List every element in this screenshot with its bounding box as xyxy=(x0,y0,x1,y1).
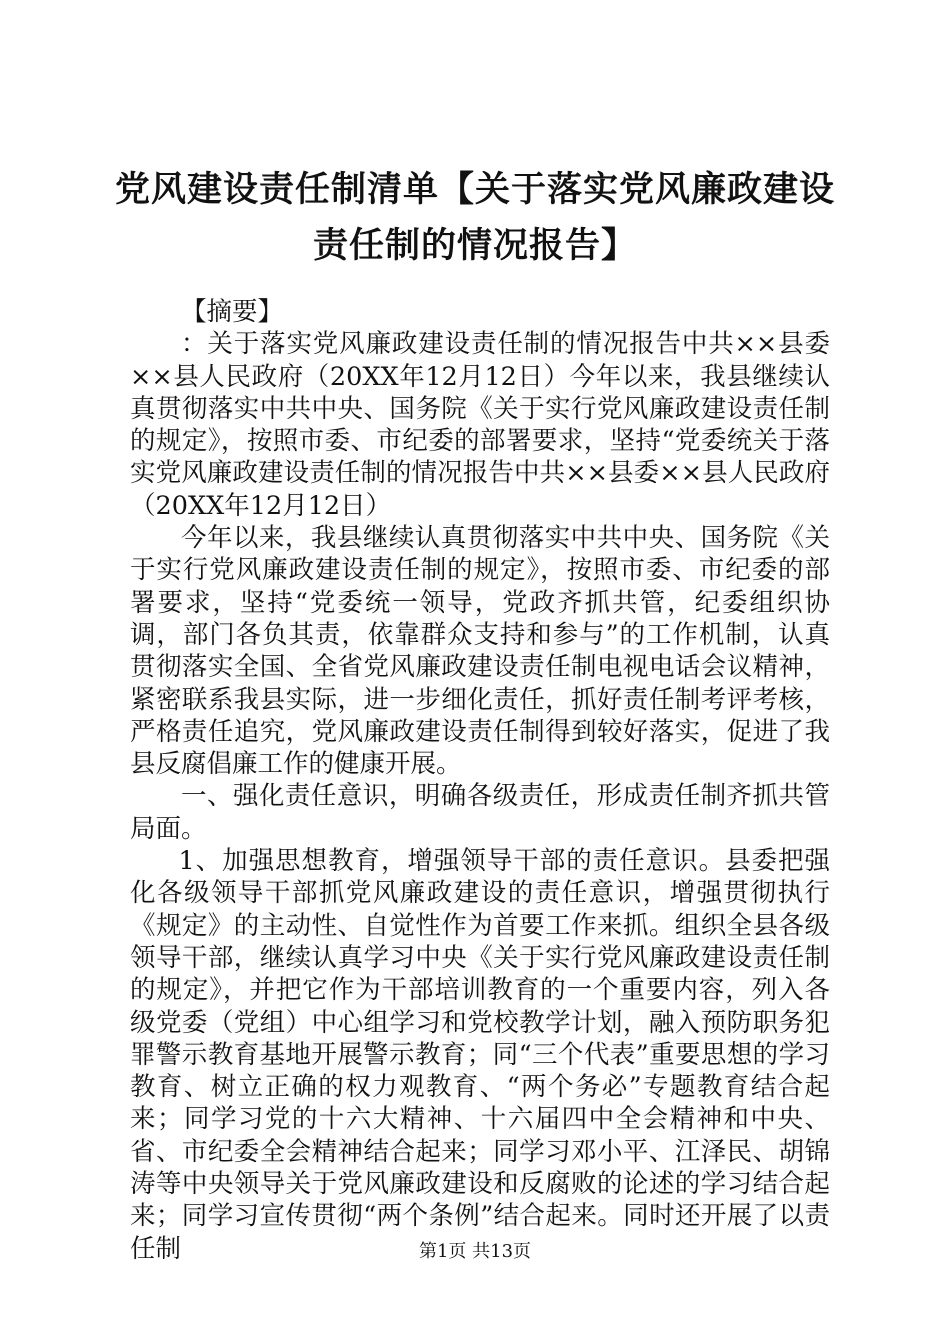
paragraph-intro: 今年以来，我县继续认真贯彻落实中共中央、国务院《关于实行党风廉政建设责任制的规定》，按照市委、市纪委的部署要求，坚持“党委统一领导，党政齐抓共管，纪委组织协调，部门各负其责，依靠群众支持和参与”的工作机制，认真贯彻落实全国、全省党风廉政建设责任制电视电话会议精神，紧密联系我县实际，进一步细化责任，抓好责任制考评考核，严格责任追究，党风廉政建设责任制得到较好落实，促进了我县反腐倡廉工作的健康开展。 xyxy=(130,523,830,780)
document-body xyxy=(130,296,830,1265)
page-number-footer: 第1页 共13页 xyxy=(418,1241,532,1262)
abstract-heading: 【摘要】 xyxy=(181,297,284,327)
paragraph-1-1: 1、加强思想教育，增强领导干部的责任意识。县委把强化各级领导干部抓党风廉政建设的责任意识，增强贯彻执行《规定》的主动性、自觉性作为首要工作来抓。组织全县各级领导干部，继续认真学习中央《关于实行党风廉政建设责任制的规定》，并把它作为干部培训教育的一个重要内容，列入各级党委（党组）中心组学习和党校教学计划，融入预防职务犯罪警示教育基地开展警示教育；同“三个代表”重要思想的学习教育、树立正确的权力观教育、“两个务必”专题教育结合起来；同学习党的十六大精神、十六届四中全会精神和中央、省、市纪委全会精神结合起来；同学习邓小平、江泽民、胡锦涛等中央领导关于党风廉政建设和反腐败的论述的学习结合起来；同学习宣传贯彻“两个条例”结合起来。同时还开展了以责任制 xyxy=(130,846,830,1264)
abstract-text: ：关于落实党风廉政建设责任制的情况报告中共××县委××县人民政府（20XX年12月12日）今年以来，我县继续认真贯彻落实中共中央、国务院《关于实行党风廉政建设责任制的规定》，按照市委、市纪委的部署要求，坚持“党委统关于落实党风廉政建设责任制的情况报告中共××县委××县人民政府（20XX年12月12日） xyxy=(130,329,830,521)
section-heading-1: 一、强化责任意识，明确各级责任，形成责任制齐抓共管局面。 xyxy=(130,781,830,844)
document-title xyxy=(100,162,850,274)
title-line-1: 党风建设责任制清单【关于落实党风廉政建设 xyxy=(114,170,835,210)
title-line-2: 责任制的情况报告】 xyxy=(312,226,637,266)
